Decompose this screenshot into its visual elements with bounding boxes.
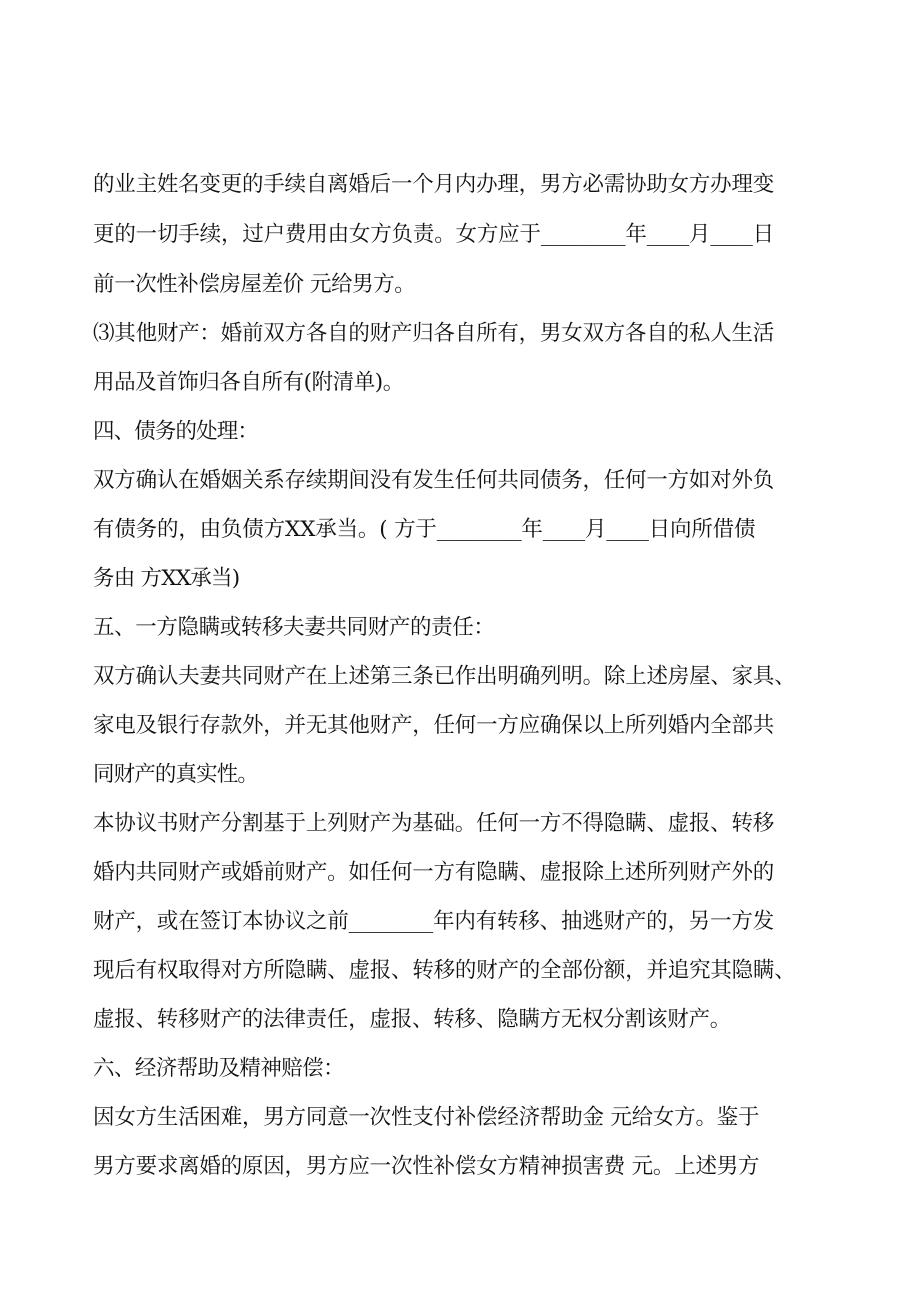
text-line: 男方要求离婚的原因，男方应一次性补偿女方精神损害费 元。上述男方 [93,1154,760,1179]
text-line: 财产，或在签订本协议之前________年内有转移、抽逃财产的，另一方发 [93,909,775,934]
text-line: 前一次性补偿房屋差价 元给男方。 [93,272,416,297]
text-line: 本协议书财产分割基于上列财产为基础。任何一方不得隐瞒、虚报、转移 [93,811,775,836]
text-line: 务由 方XX承当) [93,566,240,591]
text-line: 用品及首饰归各自所有(附清单)。 [93,370,404,395]
text-line: 家电及银行存款外，并无其他财产，任何一方应确保以上所列婚内全部共 [93,713,775,738]
section-heading: 四、债务的处理： [93,419,259,444]
text-line: 更的一切手续，过户费用由女方负责。女方应于________年____月____日 [93,222,775,247]
text-line: 双方确认夫妻共同财产在上述第三条已作出明确列明。除上述房屋、家具、 [93,664,796,689]
text-line: 双方确认在婚姻关系存续期间没有发生任何共同债务，任何一方如对外负 [93,468,775,493]
section-heading: 六、经济帮助及精神赔偿： [93,1056,345,1081]
text-line: 的业主姓名变更的手续自离婚后一个月内办理，男方必需协助女方办理变 [93,172,775,197]
text-line: ⑶其他财产：婚前双方各自的财产归各自所有，男女双方各自的私人生活 [93,321,775,346]
text-line: 同财产的真实性。 [93,762,259,787]
text-line: 婚内共同财产或婚前财产。如任何一方有隐瞒、虚报除上述所列财产外的 [93,860,775,885]
text-line: 虚报、转移财产的法律责任，虚报、转移、隐瞒方无权分割该财产。 [93,1007,732,1032]
text-line: 有债务的，由负债方XX承当。( 方于________年____月____日向所借债 [93,517,756,542]
section-heading: 五、一方隐瞒或转移夫妻共同财产的责任： [93,615,495,640]
text-line: 现后有权取得对方所隐瞒、虚报、转移的财产的全部份额，并追究其隐瞒、 [93,958,796,983]
text-line: 因女方生活困难，男方同意一次性支付补偿经济帮助金 元给女方。鉴于 [93,1105,760,1130]
